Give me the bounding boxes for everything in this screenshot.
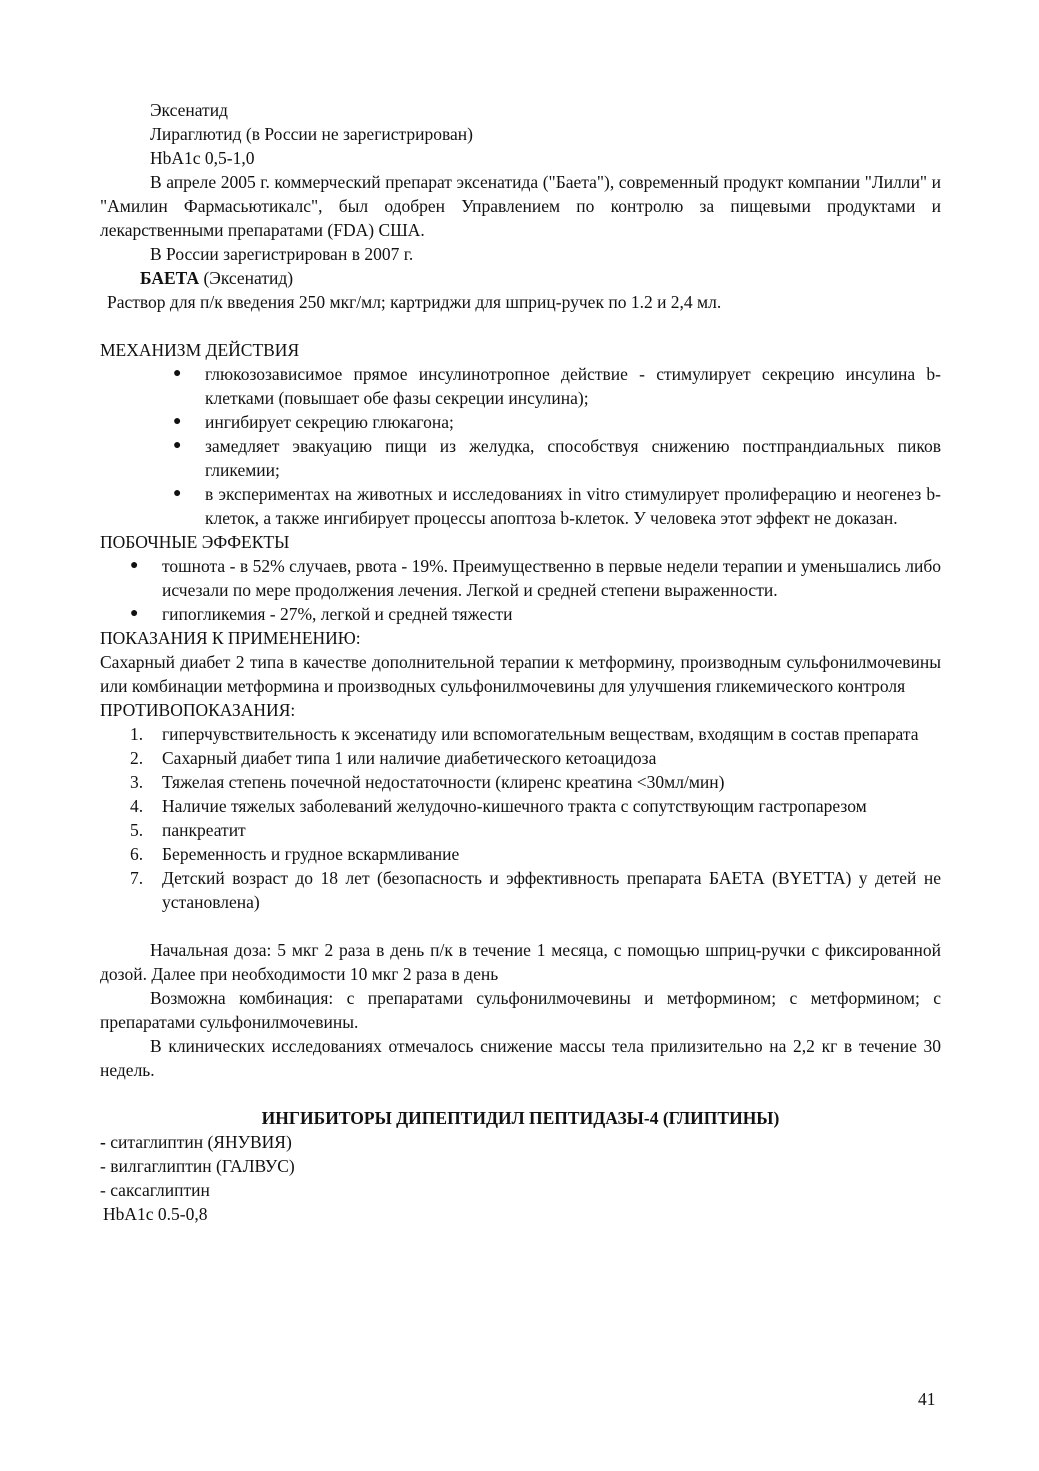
dosing-paragraph-weight: В клинических исследованиях отмечалось снижение массы тела прилизительно на 2,2 кг в течение 30 недель. [100,1036,941,1080]
spacer [100,1082,941,1106]
side-effects-list [100,554,941,626]
list-number: 5. [130,820,144,840]
list-number: 4. [130,796,144,816]
dosing-paragraph-start: Начальная доза: 5 мкг 2 раза в день п/к в течение 1 месяца, с помощью шприц-ручки с фиксированной дозой. Далее при необходимости 10 мкг 2 раза в день [100,940,941,984]
list-item [100,770,941,794]
intro-paragraph-approval: В апреле 2005 г. коммерческий препарат эксенатида ("Баета"), современный продукт компании "Лилли" и "Амилин Фармасьютикалс", был одобрен Управлением по контролю за пищевыми продуктами и лекарственными препаратами (FDA) США. [100,172,941,240]
side-effects-heading: ПОБОЧНЫЕ ЭФФЕКТЫ [100,532,290,552]
mechanism-item-text: в экспериментах на животных и исследованиях in vitro стимулирует пролиферацию и неогенез b-клеток, а также ингибирует процессы апоптоза b-клеток. У человека этот эффект не доказан. [205,484,941,528]
drug-name-line [100,266,941,290]
list-number: 6. [130,844,144,864]
contraindication-item-text: Детский возраст до 18 лет (безопасность и эффективность препарата БАЕТА (BYETTA) у детей не установлена) [162,868,941,912]
bullet-icon: ● [173,366,182,381]
bullet-icon: ● [130,558,139,573]
contraindication-item-text: Тяжелая степень почечной недостаточности (клиренс креатина <30мл/мин) [162,772,725,792]
gliptin-dash: - [100,1132,106,1152]
spacer [100,314,941,338]
list-item [100,434,941,482]
list-item [100,410,941,434]
intro-paragraph-russia: В России зарегистрирован в 2007 г. [150,244,414,264]
contraindications-list [100,722,941,914]
list-item [100,722,941,746]
list-item [100,818,941,842]
bullet-icon: ● [173,486,182,501]
list-item [100,842,941,866]
intro-line-liraglutide: Лираглютид (в России не зарегистрирован) [150,124,473,144]
list-item [100,794,941,818]
list-item [100,602,941,626]
bullet-icon: ● [130,606,139,621]
mechanism-item-text: ингибирует секрецию глюкагона; [205,412,454,432]
mechanism-item-text: глюкозозависимое прямое инсулинотропное действие - стимулирует секрецию инсулина b-клетками (повышает обе фазы секреции инсулина); [205,364,941,408]
intro-line-exenatide: Эксенатид [150,100,228,120]
contraindication-item-text: панкреатит [162,820,246,840]
list-item [100,362,941,410]
document-page [100,98,941,1226]
gliptins-title: ИНГИБИТОРЫ ДИПЕПТИДИЛ ПЕПТИДАЗЫ-4 (ГЛИПТИНЫ) [261,1108,780,1128]
gliptins-hba1c: HbA1c 0.5-0,8 [103,1204,208,1224]
page-number: 41 [918,1389,936,1409]
contraindication-item-text: гиперчувствительность к эксенатиду или вспомогательным веществам, входящим в состав препарата [162,724,919,744]
gliptin-item-vildagliptin: - вилгаглиптин (ГАЛВУС) [100,1156,295,1176]
mechanism-item-text: замедляет эвакуацию пищи из желудка, способствуя снижению постпрандиальных пиков гликемии; [205,436,941,480]
contraindications-heading: ПРОТИВОПОКАЗАНИЯ: [100,700,296,720]
mechanism-list [100,362,941,530]
contraindication-item-text: Сахарный диабет типа 1 или наличие диабетического кетоацидоза [162,748,657,768]
spacer [100,914,941,938]
gliptin-item-sitagliptin [100,1130,941,1154]
indications-text: Сахарный диабет 2 типа в качестве дополнительной терапии к метформину, производным сульфонилмочевины или комбинации метформина и производных сульфонилмочевины для улучшения гликемического контроля [100,652,941,696]
list-item [100,482,941,530]
solution-line: Раствор для п/к введения 250 мкг/мл; картриджи для шприц-ручек по 1.2 и 2,4 мл. [107,292,722,312]
indications-heading: ПОКАЗАНИЯ К ПРИМЕНЕНИЮ: [100,628,361,648]
list-item [100,866,941,914]
contraindication-item-text: Наличие тяжелых заболеваний желудочно-кишечного тракта с сопутствующим гастропарезом [162,796,867,816]
list-number: 7. [130,868,144,888]
list-number: 3. [130,772,144,792]
list-item [100,746,941,770]
gliptin-item-saxagliptin: - саксаглиптин [100,1180,210,1200]
bullet-icon: ● [173,414,182,429]
intro-line-hba1c: HbA1c 0,5-1,0 [150,148,255,168]
side-effect-item-text: тошнота - в 52% случаев, рвота - 19%. Преимущественно в первые недели терапии и уменьшались либо исчезали по мере продолжения лечения. Легкой и средней степени выраженности. [162,556,941,600]
drug-name-rest: (Эксенатид) [199,268,294,288]
dosing-paragraph-combination: Возможна комбинация: с препаратами сульфонилмочевины и метформином; с метформином; с препаратами сульфонилмочевины. [100,988,941,1032]
bullet-icon: ● [173,438,182,453]
list-number: 2. [130,748,144,768]
list-number: 1. [130,724,144,744]
side-effect-item-text: гипогликемия - 27%, легкой и средней тяжести [162,604,513,624]
mechanism-heading: МЕХАНИЗМ ДЕЙСТВИЯ [100,340,300,360]
list-item [100,554,941,602]
gliptin-item-text: ситаглиптин (ЯНУВИЯ) [105,1132,292,1152]
drug-name-bold: БАЕТА [140,268,200,288]
contraindication-item-text: Беременность и грудное вскармливание [162,844,460,864]
